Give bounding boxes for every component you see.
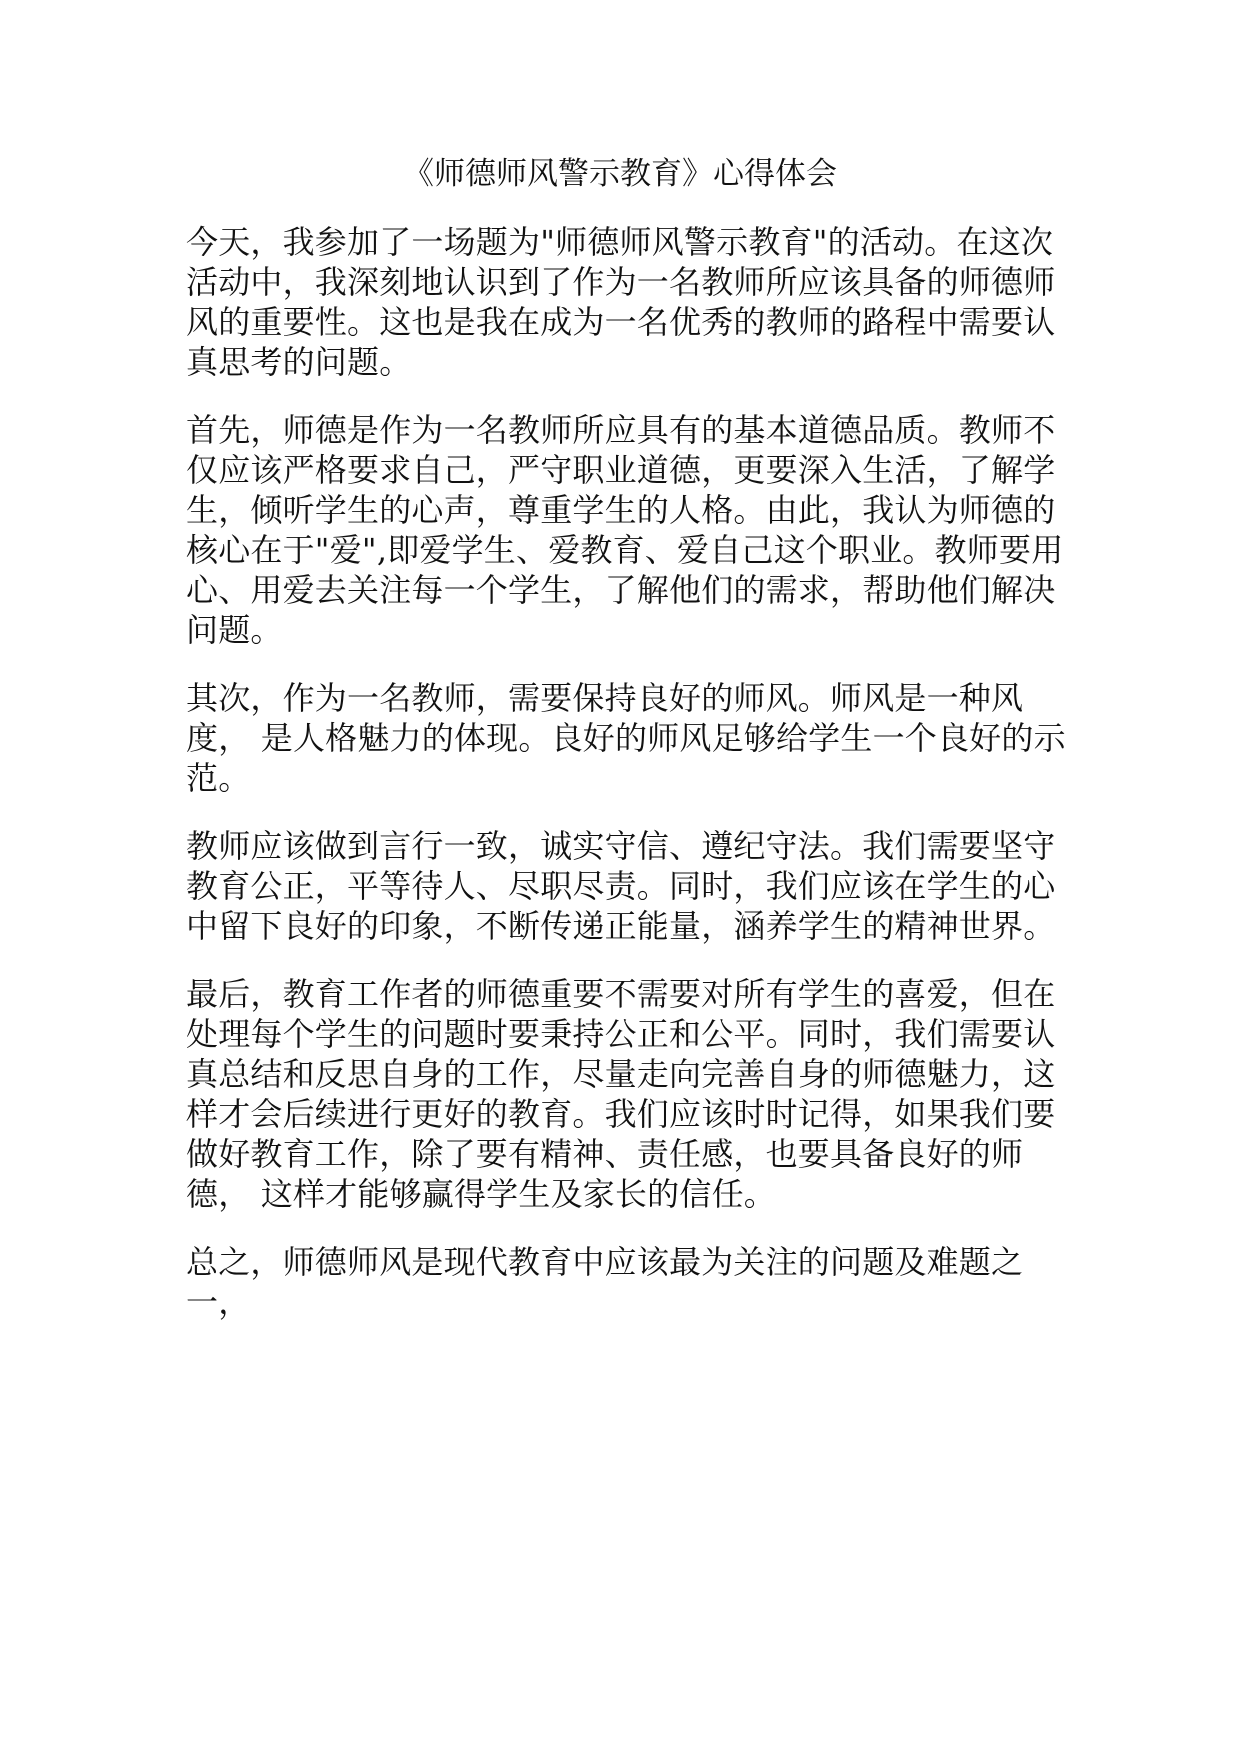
document-body [186,222,1081,1350]
paragraph-intro: 今天，我参加了一场题为"师德师风警示教育"的活动。在这次活动中，我深刻地认识到了作为一名教师所应该具备的师德师风的重要性。这也是我在成为一名优秀的教师的路程中需要认真思考的问题。 [186,223,1056,381]
paragraph-conclusion: 总之，师德师风是现代教育中应该最为关注的问题及难题之一， [186,1243,1024,1321]
document-title: 《师德师风警示教育》心得体会 [403,156,837,192]
paragraph-second-point: 其次，作为一名教师，需要保持良好的师风。师风是一种风度， 是人格魅力的体现。良好的师风足够给学生一个良好的示范。 [186,679,1066,797]
paragraph-first-point: 首先，师德是作为一名教师所应具有的基本道德品质。教师不仅应该严格要求自己，严守职业道德，更要深入生活，了解学生，倾听学生的心声，尊重学生的人格。由此，我认为师德的核心在于"爱",即爱学生、爱教育、爱自己这个职业。教师要用心、用爱去关注每一个学生，了解他们的需求，帮助他们解决问题。 [186,411,1064,649]
paragraph-conduct: 教师应该做到言行一致，诚实守信、遵纪守法。我们需要坚守教育公正，平等待人、尽职尽责。同时，我们应该在学生的心中留下良好的印象，不断传递正能量，涵养学生的精神世界。 [186,827,1056,945]
paragraph-final-point: 最后，教育工作者的师德重要不需要对所有学生的喜爱，但在处理每个学生的问题时要秉持公正和公平。同时，我们需要认真总结和反思自身的工作，尽量走向完善自身的师德魅力，这样才会后续进行更好的教育。我们应该时时记得，如果我们要做好教育工作，除了要有精神、责任感，也要具备良好的师德， 这样才能够赢得学生及家长的信任。 [186,975,1056,1213]
